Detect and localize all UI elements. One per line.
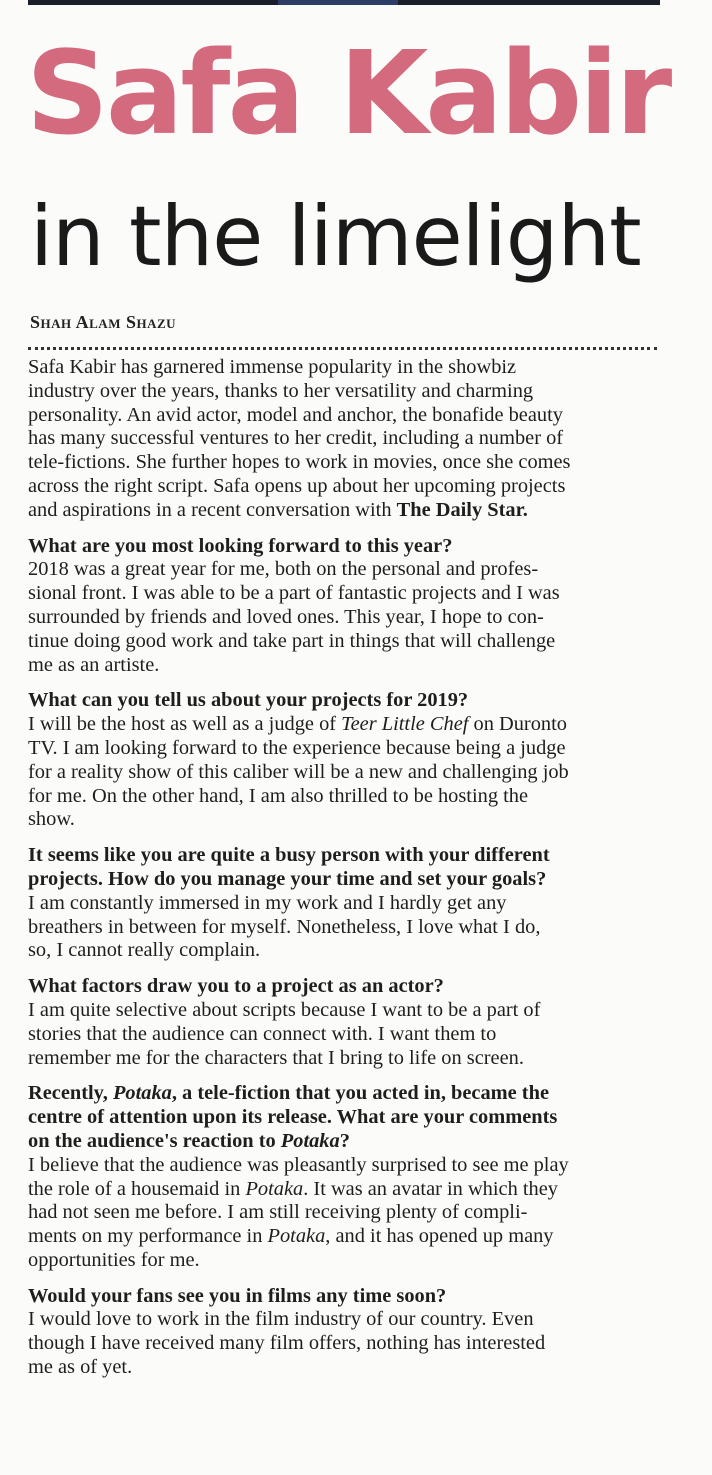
answer-text: on Duronto	[468, 713, 567, 736]
answer-text: ments on my performance in	[28, 1225, 268, 1248]
answer-line: I believe that the audience was pleasantly surprised to see me play	[28, 1153, 569, 1176]
question-text: ?	[339, 1129, 350, 1152]
answer-line: TV. I am looking forward to the experience because being a judge	[28, 736, 566, 759]
title-reference: Potaka	[280, 1129, 340, 1152]
answer-line: though I have received many film offers, nothing has interested	[28, 1332, 546, 1355]
answer-text: the role of a housemaid in	[28, 1177, 246, 1200]
answer-line: I am quite selective about scripts because I want to be a part of	[28, 998, 541, 1021]
question	[28, 1082, 662, 1106]
answer-line: surrounded by friends and loved ones. This year, I hope to con-	[28, 605, 544, 628]
question: What are you most looking forward to this year?	[28, 534, 453, 557]
question: It seems like you are quite a busy person with your different	[28, 844, 550, 867]
question-text: Recently,	[28, 1082, 113, 1105]
intro-paragraph	[28, 356, 662, 523]
answer-line: remember me for the characters that I bring to life on screen.	[28, 1046, 524, 1069]
answer-line	[28, 713, 662, 737]
answer-line: I would love to work in the film industry of our country. Even	[28, 1308, 534, 1331]
header-photo-detail	[278, 0, 398, 5]
question: projects. How do you manage your time and set your goals?	[28, 867, 547, 890]
qa-block-2	[28, 689, 662, 832]
answer-line: sional front. I was able to be a part of fantastic projects and I was	[28, 582, 560, 605]
answer-line: I am constantly immersed in my work and I hardly get any	[28, 891, 507, 914]
intro-line: across the right script. Safa opens up about her upcoming projects	[28, 474, 566, 497]
dotted-divider	[28, 347, 657, 350]
intro-line-text: and aspirations in a recent conversation with	[28, 498, 397, 521]
answer-line: 2018 was a great year for me, both on the personal and profes-	[28, 558, 539, 581]
question: What can you tell us about your projects for 2019?	[28, 689, 469, 712]
question: centre of attention upon its release. What are your comments	[28, 1106, 558, 1129]
title-reference: Potaka	[245, 1177, 304, 1200]
answer-line: me as of yet.	[28, 1356, 133, 1379]
qa-block-5	[28, 1082, 662, 1272]
header-photo-edge	[28, 0, 660, 5]
answer-line: for me. On the other hand, I am also thrilled to be hosting the	[28, 784, 529, 807]
intro-line-last	[28, 499, 662, 523]
byline: Shah Alam Shazu	[30, 312, 177, 332]
answer-text: . It was an avatar in which they	[303, 1177, 558, 1200]
answer-line: show.	[28, 808, 75, 831]
question: Would your fans see you in films any time soon?	[28, 1284, 447, 1307]
intro-line: personality. An avid actor, model and anchor, the bonafide beauty	[28, 403, 563, 426]
intro-line: tele-fictions. She further hopes to work in movies, once she comes	[28, 451, 571, 474]
title-reference: Potaka	[267, 1225, 326, 1248]
answer-line: so, I cannot really complain.	[28, 939, 261, 962]
qa-block-3	[28, 844, 662, 963]
headline-title: Safa Kabir	[26, 27, 670, 161]
answer-line: me as an artiste.	[28, 653, 160, 676]
question-text: on the audience's reaction to	[28, 1129, 281, 1152]
answer-line: stories that the audience can connect with. I want them to	[28, 1022, 497, 1045]
answer-text: I will be the host as well as a judge of	[28, 713, 342, 736]
answer-line: opportunities for me.	[28, 1248, 200, 1271]
headline-subtitle: in the limelight	[30, 188, 641, 285]
answer-line: for a reality show of this caliber will be a new and challenging job	[28, 760, 569, 783]
publication-name: The Daily Star.	[396, 498, 528, 521]
qa-block-4	[28, 975, 662, 1070]
qa-block-1	[28, 535, 662, 678]
answer-line: tinue doing good work and take part in things that will challenge	[28, 629, 556, 652]
answer-line	[28, 1178, 662, 1202]
intro-line: has many successful ventures to her credit, including a number of	[28, 427, 564, 450]
answer-line: breathers in between for myself. Nonetheless, I love what I do,	[28, 915, 541, 938]
title-reference: Potaka	[112, 1082, 172, 1105]
qa-block-6	[28, 1285, 662, 1380]
question: What factors draw you to a project as an actor?	[28, 975, 444, 998]
question-text: , a tele-fiction that you acted in, became the	[171, 1082, 549, 1105]
question	[28, 1130, 662, 1154]
answer-text: , and it has opened up many	[325, 1225, 554, 1248]
article-body	[28, 356, 662, 1380]
answer-line	[28, 1225, 662, 1249]
answer-line: had not seen me before. I am still receiving plenty of compli-	[28, 1201, 528, 1224]
intro-line: Safa Kabir has garnered immense popularity in the showbiz	[28, 356, 517, 378]
intro-line: industry over the years, thanks to her versatility and charming	[28, 379, 534, 402]
show-name: Teer Little Chef	[341, 713, 469, 736]
